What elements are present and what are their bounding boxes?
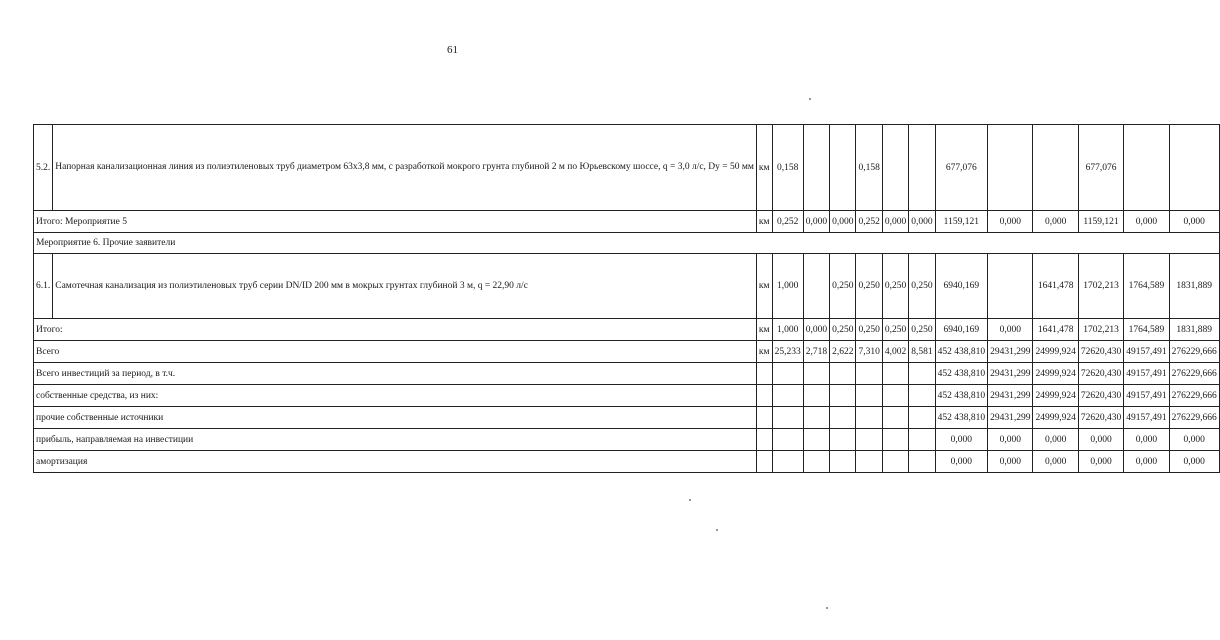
total-row (34, 407, 1220, 429)
value-cell: 0,250 (909, 319, 935, 341)
value-cell: 1831,889 (1169, 254, 1219, 319)
value-cell: 276229,666 (1169, 407, 1219, 429)
value-cell (803, 254, 829, 319)
unit-cell (756, 451, 772, 473)
value-cell: 1702,213 (1078, 319, 1123, 341)
value-cell: 0,000 (988, 429, 1033, 451)
value-cell (909, 363, 935, 385)
scan-speck (689, 499, 691, 501)
value-cell: 452 438,810 (935, 363, 988, 385)
value-cell (803, 451, 829, 473)
value-cell (882, 451, 908, 473)
row-label-cell: прочие собственные источники (34, 407, 757, 429)
value-cell: 2,718 (803, 341, 829, 363)
value-cell: 0,158 (856, 125, 882, 211)
value-cell: 0,250 (882, 254, 908, 319)
value-cell (772, 429, 803, 451)
section-row (34, 233, 1220, 254)
item-number-cell: 6.1. (34, 254, 53, 319)
value-cell: 0,158 (772, 125, 803, 211)
value-cell: 29431,299 (988, 407, 1033, 429)
page-number: 61 (447, 44, 458, 56)
value-cell (856, 407, 882, 429)
value-cell: 0,000 (803, 211, 829, 233)
value-cell: 0,250 (830, 254, 856, 319)
value-cell (1124, 125, 1169, 211)
value-cell: 0,252 (772, 211, 803, 233)
row-label-cell: Итого: Мероприятие 5 (34, 211, 757, 233)
total-row (34, 385, 1220, 407)
value-cell: 49157,491 (1124, 385, 1169, 407)
value-cell: 24999,924 (1033, 407, 1078, 429)
total-row (34, 363, 1220, 385)
value-cell (882, 385, 908, 407)
value-cell: 49157,491 (1124, 341, 1169, 363)
value-cell: 7,310 (856, 341, 882, 363)
value-cell: 0,000 (909, 211, 935, 233)
value-cell: 0,000 (988, 319, 1033, 341)
value-cell (909, 385, 935, 407)
value-cell: 452 438,810 (935, 385, 988, 407)
value-cell: 0,000 (1124, 211, 1169, 233)
row-label-cell: прибыль, направляемая на инвестиции (34, 429, 757, 451)
value-cell: 72620,430 (1078, 341, 1123, 363)
total-row (34, 341, 1220, 363)
unit-cell (756, 407, 772, 429)
value-cell: 276229,666 (1169, 385, 1219, 407)
value-cell: 0,000 (988, 451, 1033, 473)
item-row (34, 125, 1220, 211)
value-cell: 0,000 (1124, 451, 1169, 473)
item-description-cell: Напорная канализационная линия из полиэтиленовых труб диаметром 63х3,8 мм, с разработкой мокрого грунта глубиной 2 м по Юрьевскому шоссе, q = 3,0 л/с, Dy = 50 мм (53, 125, 757, 211)
value-cell: 0,000 (1033, 211, 1078, 233)
value-cell (909, 429, 935, 451)
value-cell: 0,250 (856, 319, 882, 341)
unit-cell (756, 385, 772, 407)
value-cell: 72620,430 (1078, 385, 1123, 407)
value-cell: 1159,121 (1078, 211, 1123, 233)
value-cell: 0,000 (1033, 451, 1078, 473)
scan-speck (809, 98, 811, 100)
scan-speck (716, 529, 718, 531)
value-cell (830, 429, 856, 451)
value-cell (803, 363, 829, 385)
value-cell: 0,250 (909, 254, 935, 319)
total-row (34, 429, 1220, 451)
row-label-cell: Итого: (34, 319, 757, 341)
value-cell (830, 451, 856, 473)
value-cell: 0,000 (988, 211, 1033, 233)
value-cell (830, 125, 856, 211)
unit-cell (756, 429, 772, 451)
value-cell: 0,000 (1169, 429, 1219, 451)
value-cell: 49157,491 (1124, 407, 1169, 429)
total-row (34, 319, 1220, 341)
unit-cell: км (756, 125, 772, 211)
value-cell (1033, 125, 1078, 211)
value-cell: 1702,213 (1078, 254, 1123, 319)
value-cell: 0,000 (803, 319, 829, 341)
value-cell: 29431,299 (988, 341, 1033, 363)
value-cell: 1641,478 (1033, 254, 1078, 319)
total-row (34, 451, 1220, 473)
unit-cell: км (756, 211, 772, 233)
value-cell: 0,000 (935, 451, 988, 473)
value-cell (772, 451, 803, 473)
value-cell: 49157,491 (1124, 363, 1169, 385)
value-cell (856, 363, 882, 385)
value-cell: 4,002 (882, 341, 908, 363)
value-cell: 1764,589 (1124, 319, 1169, 341)
investment-table (33, 124, 1220, 473)
value-cell (882, 429, 908, 451)
value-cell: 677,076 (935, 125, 988, 211)
value-cell: 0,000 (1033, 429, 1078, 451)
value-cell (909, 125, 935, 211)
unit-cell: км (756, 341, 772, 363)
section-title-cell: Мероприятие 6. Прочие заявители (34, 233, 1220, 254)
value-cell (909, 407, 935, 429)
value-cell (772, 363, 803, 385)
row-label-cell: амортизация (34, 451, 757, 473)
value-cell: 0,000 (882, 211, 908, 233)
value-cell: 0,000 (1169, 451, 1219, 473)
value-cell (882, 125, 908, 211)
value-cell (856, 451, 882, 473)
value-cell (882, 363, 908, 385)
value-cell: 0,000 (1078, 451, 1123, 473)
scan-speck (826, 607, 828, 609)
value-cell: 24999,924 (1033, 363, 1078, 385)
value-cell (988, 254, 1033, 319)
value-cell: 0,000 (1169, 211, 1219, 233)
value-cell (830, 385, 856, 407)
value-cell (1169, 125, 1219, 211)
value-cell (988, 125, 1033, 211)
value-cell (882, 407, 908, 429)
value-cell: 1,000 (772, 319, 803, 341)
value-cell: 0,000 (1078, 429, 1123, 451)
row-label-cell: Всего инвестиций за период, в т.ч. (34, 363, 757, 385)
unit-cell (756, 363, 772, 385)
value-cell: 0,250 (856, 254, 882, 319)
value-cell: 29431,299 (988, 385, 1033, 407)
unit-cell: км (756, 319, 772, 341)
value-cell (803, 429, 829, 451)
value-cell: 0,000 (1124, 429, 1169, 451)
value-cell: 29431,299 (988, 363, 1033, 385)
row-label-cell: Всего (34, 341, 757, 363)
value-cell (803, 407, 829, 429)
item-row (34, 254, 1220, 319)
value-cell (772, 407, 803, 429)
value-cell: 276229,666 (1169, 363, 1219, 385)
value-cell: 8,581 (909, 341, 935, 363)
value-cell: 24999,924 (1033, 341, 1078, 363)
value-cell: 276229,666 (1169, 341, 1219, 363)
value-cell: 452 438,810 (935, 341, 988, 363)
value-cell: 2,622 (830, 341, 856, 363)
item-description-cell: Самотечная канализация из полиэтиленовых труб серии DN/ID 200 мм в мокрых грунтах глубиной 3 м, q = 22,90 л/с (53, 254, 757, 319)
value-cell: 0,250 (830, 319, 856, 341)
value-cell (772, 385, 803, 407)
value-cell: 677,076 (1078, 125, 1123, 211)
value-cell: 1159,121 (935, 211, 988, 233)
value-cell: 1641,478 (1033, 319, 1078, 341)
value-cell: 0,000 (830, 211, 856, 233)
value-cell: 25,233 (772, 341, 803, 363)
value-cell (803, 125, 829, 211)
value-cell (830, 407, 856, 429)
value-cell: 0,000 (935, 429, 988, 451)
value-cell (856, 385, 882, 407)
row-label-cell: собственные средства, из них: (34, 385, 757, 407)
value-cell: 72620,430 (1078, 363, 1123, 385)
value-cell: 24999,924 (1033, 385, 1078, 407)
value-cell (803, 385, 829, 407)
item-number-cell: 5.2. (34, 125, 53, 211)
value-cell: 1764,589 (1124, 254, 1169, 319)
total-row (34, 211, 1220, 233)
value-cell (909, 451, 935, 473)
value-cell: 72620,430 (1078, 407, 1123, 429)
value-cell (856, 429, 882, 451)
value-cell: 452 438,810 (935, 407, 988, 429)
unit-cell: км (756, 254, 772, 319)
value-cell: 1831,889 (1169, 319, 1219, 341)
value-cell: 0,252 (856, 211, 882, 233)
value-cell: 0,250 (882, 319, 908, 341)
value-cell: 6940,169 (935, 254, 988, 319)
value-cell (830, 363, 856, 385)
value-cell: 1,000 (772, 254, 803, 319)
value-cell: 6940,169 (935, 319, 988, 341)
